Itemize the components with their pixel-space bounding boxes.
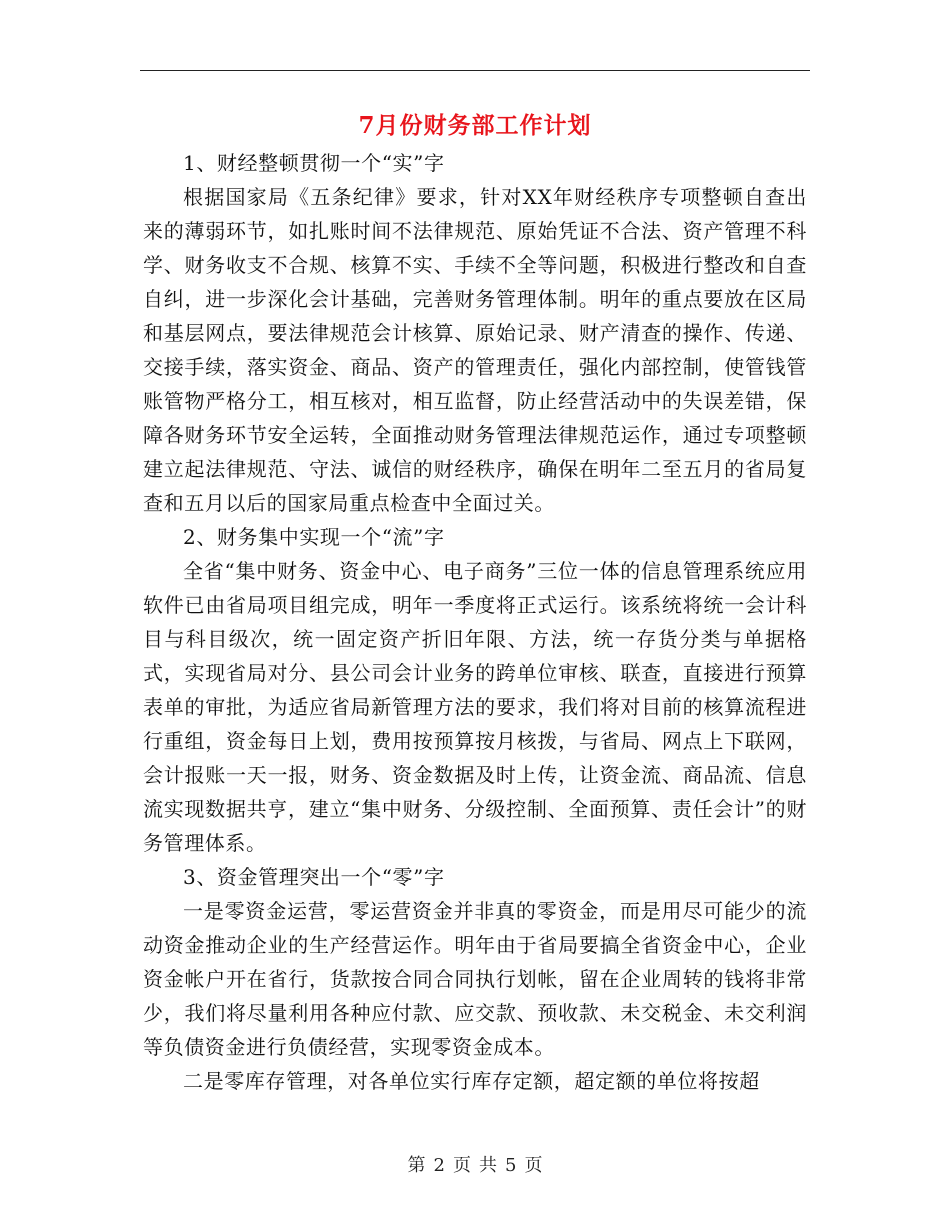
header-rule <box>140 70 810 71</box>
footer-prefix: 第 <box>407 1155 426 1176</box>
current-page-number: 2 <box>433 1155 445 1176</box>
page-footer <box>0 1154 950 1178</box>
section-heading-1: 1、财经整顿贯彻一个“实”字 <box>183 151 445 175</box>
body-paragraph: 根据国家局《五条纪律》要求，针对XX年财经秩序专项整顿自查出来的薄弱环节，如扎账时间不法律规范、原始凭证不合法、资产管理不科学、财务收支不合规、核算不实、手续不全等问题，积极进行整改和自查自纠，进一步深化会计基础，完善财务管理体制。明年的重点要放在区局和基层网点，要法律规范会计核算、原始记录、财产清查的操作、传递、交接手续，落实资金、商品、资产的管理责任，强化内部控制，使管钱管账管物严格分工，相互核对，相互监督，防止经营活动中的失误差错，保障各财务环节安全运转，全面推动财务管理法律规范运作，通过专项整顿建立起法律规范、守法、诚信的财经秩序，确保在明年二至五月的省局复查和五月以后的国家局重点检查中全面过关。 <box>143 185 807 515</box>
footer-total-word: 共 <box>479 1155 497 1176</box>
body-paragraph: 二是零库存管理，对各单位实行库存定额，超定额的单位将按超 <box>183 1069 760 1093</box>
document-body <box>143 146 807 1098</box>
footer-suffix: 页 <box>524 1155 543 1176</box>
document-title: 7月份财务部工作计划 <box>358 112 592 139</box>
body-paragraph: 全省“集中财务、资金中心、电子商务”三位一体的信息管理系统应用软件已由省局项目组完成，明年一季度将正式运行。该系统将统一会计科目与科目级次，统一固定资产折旧年限、方法，统一存货分类与单据格式，实现省局对分、县公司会计业务的跨单位审核、联查，直接进行预算表单的审批，为适应省局新管理方法的要求，我们将对目前的核算流程进行重组，资金每日上划，费用按预算按月核拨，与省局、网点上下联网，会计报账一天一报，财务、资金数据及时上传，让资金流、商品流、信息流实现数据共亨，建立“集中财务、分级控制、全面预算、责任会计”的财务管理体系。 <box>143 559 807 855</box>
footer-page-word: 页 <box>453 1155 471 1176</box>
section-heading-3: 3、资金管理突出一个“零”字 <box>183 865 445 889</box>
section-heading-2: 2、财务集中实现一个“流”字 <box>183 525 445 549</box>
body-paragraph: 一是零资金运营，零运营资金并非真的零资金，而是用尽可能少的流动资金推动企业的生产经营运作。明年由于省局要搞全省资金中心，企业资金帐户开在省行，货款按合同合同执行划帐，留在企业周转的钱将非常少，我们将尽量利用各种应付款、应交款、预收款、未交税金、未交利润等负债资金进行负债经营，实现零资金成本。 <box>143 899 807 1059</box>
total-page-number: 5 <box>505 1155 517 1176</box>
